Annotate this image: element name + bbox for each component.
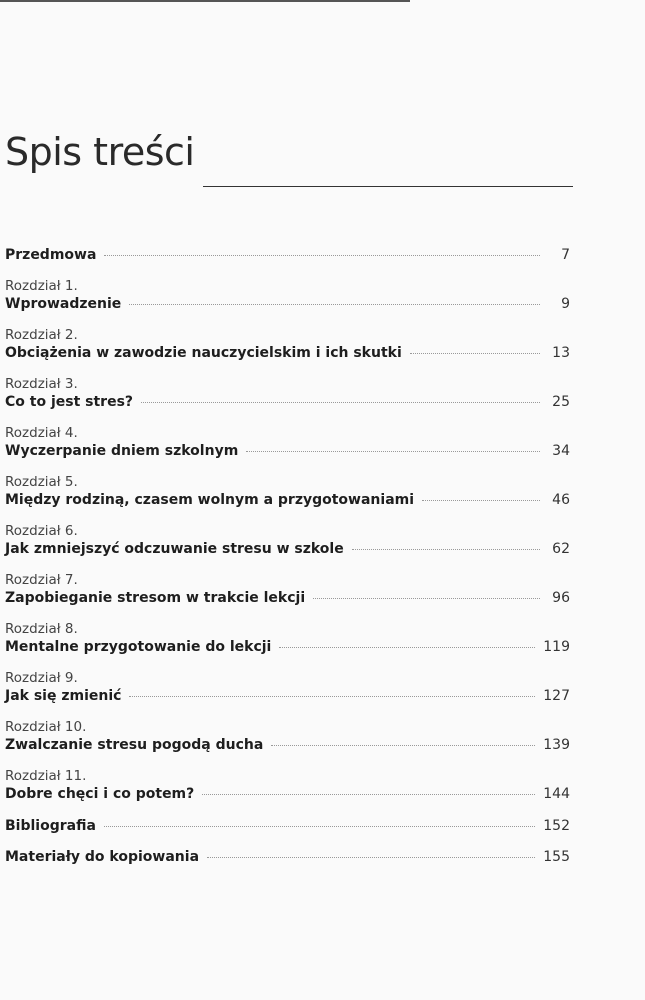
dot-leader — [246, 451, 540, 452]
toc-entry-page-number: 25 — [552, 394, 570, 410]
dot-leader — [202, 794, 535, 795]
toc-entry-title: Jak zmniejszyć odczuwanie stresu w szkole — [5, 541, 344, 557]
toc-entry[interactable] — [5, 425, 570, 460]
toc-entry-title: Co to jest stres? — [5, 394, 134, 410]
toc-entry-title: Zapobieganie stresom w trakcie lekcji — [5, 590, 306, 606]
toc-entry-page-number: 34 — [552, 443, 570, 459]
toc-entry[interactable] — [5, 572, 570, 607]
title-rule — [203, 186, 573, 187]
toc-entry-title: Wprowadzenie — [5, 296, 122, 312]
dot-leader — [410, 353, 540, 354]
toc-entry[interactable] — [5, 848, 570, 866]
toc-entry[interactable] — [5, 817, 570, 835]
toc-entry-line — [5, 817, 570, 835]
toc-entry[interactable] — [5, 621, 570, 656]
toc-entry-page-number: 139 — [543, 737, 570, 753]
dot-leader — [129, 696, 535, 697]
toc-entry-line — [5, 246, 570, 264]
toc-entry-line — [5, 687, 570, 705]
toc-chapter-label: Rozdział 9. — [5, 670, 78, 686]
toc-chapter-label: Rozdział 5. — [5, 474, 78, 490]
toc-entry-title: Dobre chęci i co potem? — [5, 786, 195, 802]
toc-chapter-label: Rozdział 4. — [5, 425, 78, 441]
dot-leader — [271, 745, 535, 746]
table-of-contents — [5, 246, 570, 866]
toc-entry-line — [5, 848, 570, 866]
toc-entry-title: Materiały do kopiowania — [5, 849, 200, 865]
toc-entry-page-number: 119 — [543, 639, 570, 655]
toc-entry[interactable] — [5, 327, 570, 362]
toc-chapter-label: Rozdział 2. — [5, 327, 78, 343]
dot-leader — [313, 598, 540, 599]
toc-entry-line — [5, 295, 570, 313]
toc-entry-title: Między rodziną, czasem wolnym a przygotowaniami — [5, 492, 415, 508]
toc-entry-page-number: 127 — [543, 688, 570, 704]
toc-entry-line — [5, 344, 570, 362]
toc-entry-page-number: 9 — [561, 296, 570, 312]
dot-leader — [422, 500, 540, 501]
toc-entry-title: Zwalczanie stresu pogodą ducha — [5, 737, 264, 753]
top-border-line — [0, 0, 410, 2]
dot-leader — [279, 647, 535, 648]
toc-chapter-label: Rozdział 10. — [5, 719, 87, 735]
toc-chapter-label: Rozdział 7. — [5, 572, 78, 588]
toc-entry-line — [5, 540, 570, 558]
toc-entry[interactable] — [5, 523, 570, 558]
toc-entry[interactable] — [5, 278, 570, 313]
toc-chapter-label: Rozdział 1. — [5, 278, 78, 294]
toc-entry-page-number: 144 — [543, 786, 570, 802]
dot-leader — [352, 549, 540, 550]
toc-entry[interactable] — [5, 670, 570, 705]
toc-entry-page-number: 46 — [552, 492, 570, 508]
toc-entry-title: Jak się zmienić — [5, 688, 122, 704]
toc-entry-title: Bibliografia — [5, 818, 96, 834]
toc-entry-line — [5, 736, 570, 754]
toc-entry-page-number: 7 — [561, 247, 570, 263]
toc-entry-page-number: 152 — [543, 818, 570, 834]
toc-entry-page-number: 62 — [552, 541, 570, 557]
dot-leader — [104, 255, 540, 256]
toc-entry[interactable] — [5, 376, 570, 411]
toc-entry[interactable] — [5, 719, 570, 754]
toc-entry[interactable] — [5, 768, 570, 803]
toc-chapter-label: Rozdział 3. — [5, 376, 78, 392]
toc-entry[interactable] — [5, 474, 570, 509]
toc-entry-line — [5, 589, 570, 607]
toc-chapter-label: Rozdział 6. — [5, 523, 78, 539]
dot-leader — [104, 826, 535, 827]
toc-chapter-label: Rozdział 8. — [5, 621, 78, 637]
toc-entry-title: Mentalne przygotowanie do lekcji — [5, 639, 272, 655]
toc-entry-line — [5, 638, 570, 656]
toc-entry-title: Obciążenia w zawodzie nauczycielskim i ich skutki — [5, 345, 402, 361]
toc-chapter-label: Rozdział 11. — [5, 768, 87, 784]
toc-entry[interactable] — [5, 246, 570, 264]
dot-leader — [129, 304, 540, 305]
toc-entry-title: Przedmowa — [5, 247, 97, 263]
toc-entry-page-number: 96 — [552, 590, 570, 606]
toc-entry-page-number: 155 — [543, 849, 570, 865]
toc-entry-line — [5, 393, 570, 411]
toc-entry-line — [5, 442, 570, 460]
toc-entry-line — [5, 785, 570, 803]
toc-entry-line — [5, 491, 570, 509]
dot-leader — [207, 857, 535, 858]
toc-entry-page-number: 13 — [552, 345, 570, 361]
page-title: Spis treści — [5, 130, 195, 174]
toc-entry-title: Wyczerpanie dniem szkolnym — [5, 443, 239, 459]
dot-leader — [141, 402, 540, 403]
